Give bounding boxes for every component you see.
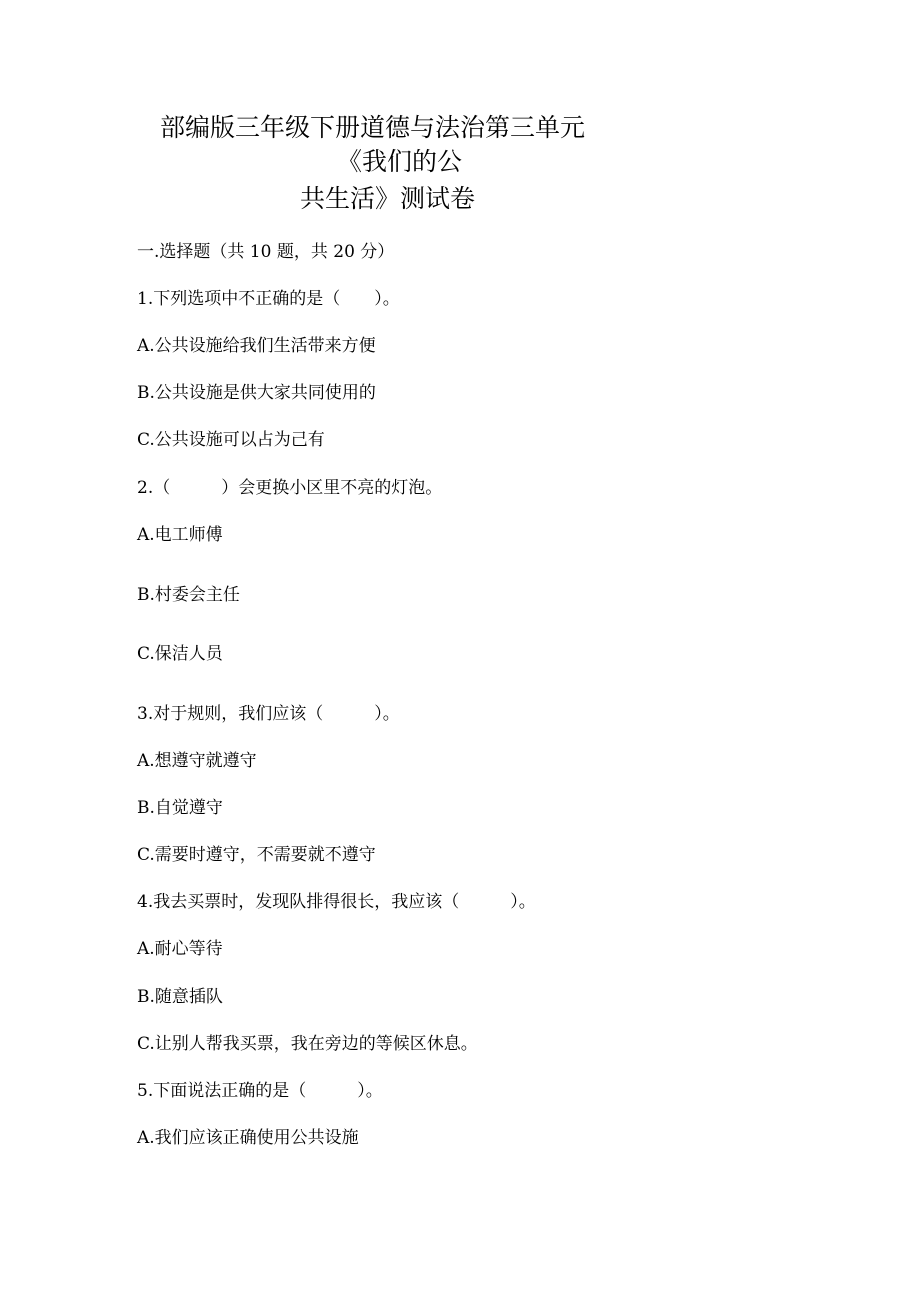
title-line-2: 《我们的公	[337, 147, 463, 176]
question-5-stem: 5.下面说法正确的是（ ）。	[137, 1081, 383, 1101]
question-3-stem: 3.对于规则，我们应该（ ）。	[137, 704, 400, 724]
question-1-option-a: A.公共设施给我们生活带来方便	[137, 336, 376, 356]
title-line-1: 部编版三年级下册道德与法治第三单元	[160, 113, 586, 142]
question-4-option-c: C.让别人帮我买票，我在旁边的等候区休息。	[137, 1034, 478, 1054]
question-3-option-c: C.需要时遵守，不需要就不遵守	[137, 845, 376, 865]
question-2-stem: 2.（ ）会更换小区里不亮的灯泡。	[137, 478, 443, 498]
question-2-option-a: A.电工师傅	[137, 525, 223, 545]
question-4-option-a: A.耐心等待	[137, 939, 223, 959]
question-3-option-a: A.想遵守就遵守	[137, 751, 257, 771]
question-2-option-c: C.保洁人员	[137, 644, 223, 664]
question-1-stem: 1.下列选项中不正确的是（ ）。	[137, 289, 400, 309]
question-1-option-b: B.公共设施是供大家共同使用的	[137, 383, 376, 403]
question-5-option-a: A.我们应该正确使用公共设施	[137, 1128, 359, 1148]
question-3-option-b: B.自觉遵守	[137, 798, 223, 818]
question-4-option-b: B.随意插队	[137, 987, 223, 1007]
question-1-option-c: C.公共设施可以占为己有	[137, 430, 325, 450]
question-4-stem: 4.我去买票时，发现队排得很长，我应该（ ）。	[137, 892, 536, 912]
title-line-3: 共生活》测试卷	[300, 184, 476, 213]
section-heading: 一.选择题（共 10 题，共 20 分）	[137, 242, 395, 262]
question-2-option-b: B.村委会主任	[137, 585, 240, 605]
